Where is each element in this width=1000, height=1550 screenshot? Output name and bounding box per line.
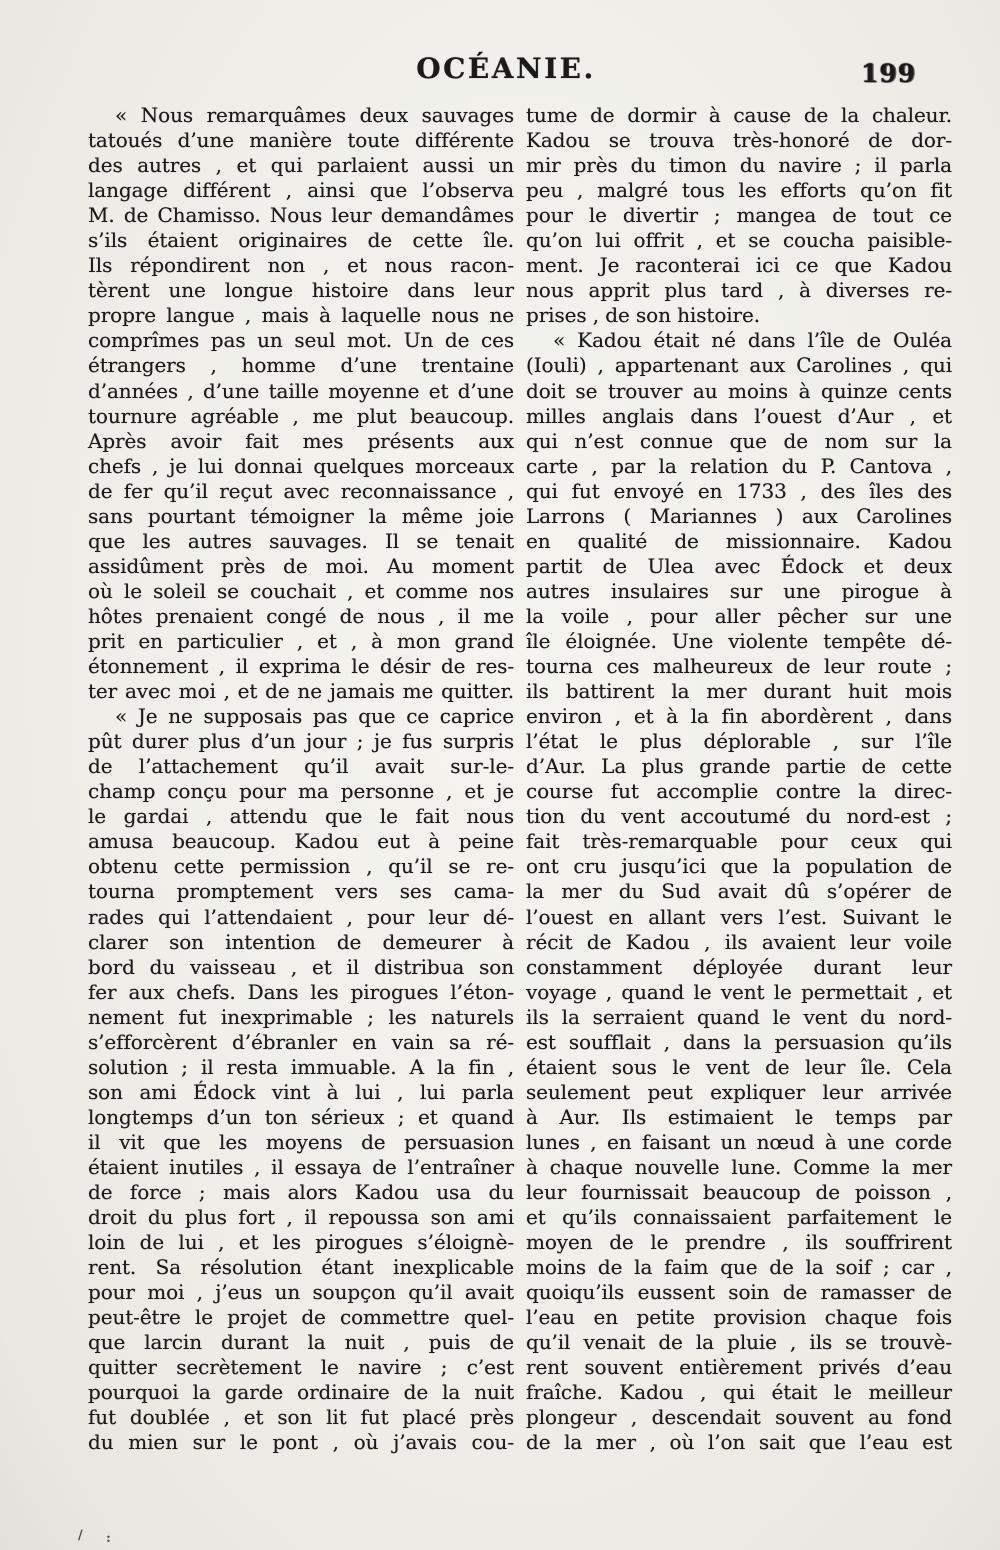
text-line: et qu’ils connaissaient parfaitement le (526, 1205, 952, 1230)
text-line: Après avoir fait mes présents aux (88, 428, 514, 453)
text-line: bord du vaisseau , et il distribua son (88, 954, 514, 979)
text-line: Ils répondirent non , et nous racon- (88, 253, 514, 278)
text-line: de force ; mais alors Kadou usa du (88, 1180, 514, 1205)
text-column-left (88, 103, 514, 1456)
text-line: étonnement , il exprima le désir de res- (88, 654, 514, 679)
text-line: son ami Édock vint à lui , lui parla (88, 1079, 514, 1104)
text-line: tournure agréable , me plut beaucoup. (88, 403, 514, 428)
text-line: la mer du Sud avait dû s’opérer de (526, 879, 952, 904)
text-line: pour le divertir ; mangea de tout ce (526, 203, 952, 228)
text-line: la voile , pour aller pêcher sur une (526, 603, 952, 628)
text-line: d’Aur. La plus grande partie de cette (526, 754, 952, 779)
text-line: qui n’est connue que de nom sur la (526, 428, 952, 453)
print-noise-speck: : (106, 1531, 111, 1546)
text-line: où le soleil se couchait , et comme nos (88, 578, 514, 603)
text-line: prit en particulier , et , à mon grand (88, 628, 514, 653)
text-column-right (526, 103, 952, 1456)
text-line: l’ouest en allant vers l’est. Suivant le (526, 904, 952, 929)
text-line: à Aur. Ils estimaient le temps par (526, 1104, 952, 1129)
text-line: comprîmes pas un seul mot. Un de ces (88, 328, 514, 353)
text-line: carte , par la relation du P. Cantova , (526, 453, 952, 478)
text-line: ter avec moi , et de ne jamais me quitter. (88, 679, 514, 704)
print-noise-speck: / (78, 1528, 83, 1543)
text-line: est soufflait , dans la persuasion qu’ils (526, 1029, 952, 1054)
text-line: course fut accomplie contre la direc- (526, 779, 952, 804)
text-line: amusa beaucoup. Kadou eut à peine (88, 829, 514, 854)
text-line: fer aux chefs. Dans les pirogues l’éton- (88, 979, 514, 1004)
text-line: doit se trouver au moins à quinze cents (526, 378, 952, 403)
text-line: il vit que les moyens de persuasion (88, 1129, 514, 1154)
text-line: « Je ne supposais pas que ce caprice (115, 704, 514, 729)
text-line: mir près du timon du navire ; il parla (526, 153, 952, 178)
text-line: de la mer , où l’on sait que l’eau est (526, 1430, 952, 1455)
text-line: fut doublée , et son lit fut placé près (88, 1405, 514, 1430)
text-line: quitter secrètement le navire ; c’est (88, 1355, 514, 1380)
text-line: quoiqu’ils eussent soin de ramasser de (526, 1280, 952, 1305)
text-line: assidûment près de moi. Au moment (88, 553, 514, 578)
text-line: droit du plus fort , il repoussa son ami (88, 1205, 514, 1230)
text-line: nement fut inexprimable ; les naturels (88, 1004, 514, 1029)
text-line: des autres , et qui parlaient aussi un (88, 153, 514, 178)
text-line: s’efforcèrent d’ébranler en vain sa ré- (88, 1029, 514, 1054)
text-line: partit de Ulea avec Édock et deux (526, 553, 952, 578)
text-line: étaient sous le vent de leur île. Cela (526, 1054, 952, 1079)
text-line: prises , de son histoire. (526, 303, 761, 328)
text-line: « Kadou était né dans l’île de Ouléa (553, 328, 952, 353)
text-line: ment. Je raconterai ici ce que Kadou (526, 253, 952, 278)
text-line: propre langue , mais à laquelle nous ne (88, 303, 514, 328)
text-line: Kadou se trouva très-honoré de dor- (526, 128, 952, 153)
text-line: seulement peut expliquer leur arrivée (526, 1079, 952, 1104)
text-line: qu’il venait de la pluie , ils se trouvè- (526, 1330, 952, 1355)
text-line: le gardai , attendu que le fait nous (88, 804, 514, 829)
text-line: milles anglais dans l’ouest d’Aur , et (526, 403, 952, 428)
text-line: solution ; il resta immuable. A la fin , (88, 1054, 514, 1079)
text-line: île éloignée. Une violente tempête dé- (526, 628, 952, 653)
text-line: tourna ces malheureux de leur route ; (526, 654, 952, 679)
page-title: OCÉANIE. (416, 52, 596, 85)
text-line: « Nous remarquâmes deux sauvages (115, 103, 514, 127)
text-line: étrangers , homme d’une trentaine (88, 353, 514, 378)
page-number: 199 (860, 59, 916, 88)
text-line: s’ils étaient originaires de cette île. (88, 228, 514, 253)
text-line: en qualité de missionnaire. Kadou (526, 528, 952, 553)
text-line: fraîche. Kadou , qui était le meilleur (526, 1380, 952, 1405)
text-columns (88, 103, 952, 1456)
text-line: à chaque nouvelle lune. Comme la mer (526, 1154, 952, 1179)
text-line: pût durer plus d’un jour ; je fus surpris (88, 729, 514, 754)
text-line: plongeur , descendait souvent au fond (526, 1405, 952, 1430)
text-line: pour moi , j’eus un soupçon qu’il avait (88, 1280, 514, 1305)
text-line: lunes , en faisant un nœud à une corde (526, 1129, 952, 1154)
text-line: moins de la faim que de la soif ; car , (526, 1255, 952, 1280)
text-line: voyage , quand le vent le permettait , et (526, 979, 952, 1004)
text-line: langage différent , ainsi que l’observa (88, 178, 514, 203)
text-line: l’eau en petite provision chaque fois (526, 1305, 952, 1330)
text-line: récit de Kadou , ils avaient leur voile (526, 929, 952, 954)
text-line: nous apprit plus tard , à diverses re- (526, 278, 952, 303)
text-line: champ conçu pour ma personne , et je (88, 779, 514, 804)
text-line: clarer son intention de demeurer à (88, 929, 514, 954)
text-line: l’état le plus déplorable , sur l’île (526, 729, 952, 754)
text-line: qu’on lui offrit , et se coucha paisible- (526, 228, 952, 253)
text-line: tatoués d’une manière toute différente (88, 128, 514, 153)
text-line: étaient inutiles , il essaya de l’entraîner (88, 1154, 514, 1179)
text-line: de l’attachement qu’il avait sur-le- (88, 754, 514, 779)
text-line: du mien sur le pont , où j’avais cou- (88, 1430, 514, 1455)
text-line: de fer qu’il reçut avec reconnaissance , (88, 478, 514, 503)
text-line: rent. Sa résolution étant inexplicable (88, 1255, 514, 1280)
text-line: rent souvent entièrement privés d’eau (526, 1355, 952, 1380)
text-line: loin de lui , et les pirogues s’éloignè- (88, 1230, 514, 1255)
text-line: d’années , d’une taille moyenne et d’une (88, 378, 514, 403)
text-line: qui fut envoyé en 1733 , des îles des (526, 478, 952, 503)
text-line: que larcin durant la nuit , puis de (88, 1330, 514, 1355)
text-line: leur fournissait beaucoup de poisson , (526, 1180, 952, 1205)
text-line: fait très-remarquable pour ceux qui (526, 829, 952, 854)
text-line: que les autres sauvages. Il se tenait (88, 528, 514, 553)
text-line: autres insulaires sur une pirogue à (526, 578, 952, 603)
text-line: ont cru jusqu’ici que la population de (526, 854, 952, 879)
text-line: tume de dormir à cause de la chaleur. (526, 103, 952, 127)
text-line: Larrons ( Mariannes ) aux Carolines (526, 503, 952, 528)
text-line: constamment déployée durant leur (526, 954, 952, 979)
text-line: peu , malgré tous les efforts qu’on fit (526, 178, 952, 203)
page-header (88, 52, 952, 92)
text-line: moyen de le prendre , ils souffrirent (526, 1230, 952, 1255)
text-line: sans pourtant témoigner la même joie (88, 503, 514, 528)
text-line: ils la serraient quand le vent du nord- (526, 1004, 952, 1029)
text-line: obtenu cette permission , qu’il se re- (88, 854, 514, 879)
text-line: environ , et à la fin abordèrent , dans (526, 704, 952, 729)
text-line: rades qui l’attendaient , pour leur dé- (88, 904, 514, 929)
text-line: tourna promptement vers ses cama- (88, 879, 514, 904)
text-line: ils battirent la mer durant huit mois (526, 679, 952, 704)
text-line: tion du vent accoutumé du nord-est ; (526, 804, 952, 829)
text-line: chefs , je lui donnai quelques morceaux (88, 453, 514, 478)
text-line: pourquoi la garde ordinaire de la nuit (88, 1380, 514, 1405)
text-line: M. de Chamisso. Nous leur demandâmes (88, 203, 514, 228)
text-line: peut-être le projet de commettre quel- (88, 1305, 514, 1330)
text-line: (Iouli) , appartenant aux Carolines , qui (526, 353, 952, 378)
text-line: longtemps d’un ton sérieux ; et quand (88, 1104, 514, 1129)
text-line: tèrent une longue histoire dans leur (88, 278, 514, 303)
text-line: hôtes prenaient congé de nous , il me (88, 603, 514, 628)
